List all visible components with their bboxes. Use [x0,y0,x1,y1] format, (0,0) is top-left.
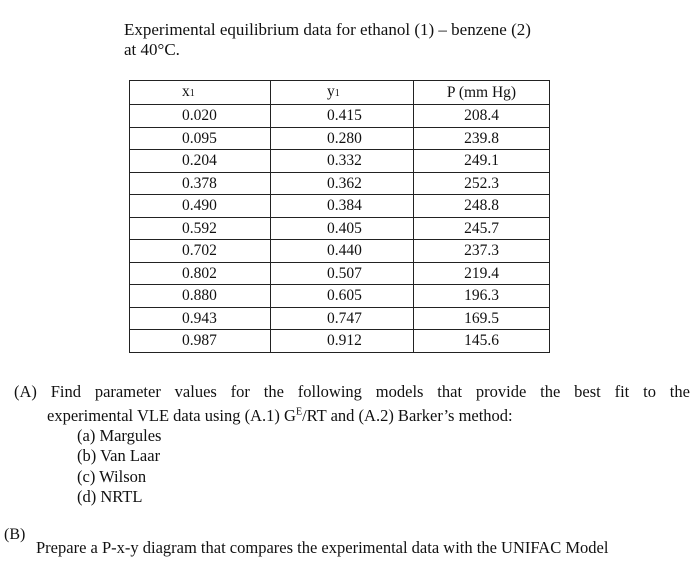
model-list [14,426,690,508]
part-a [14,382,690,508]
part-a-word: provide [475,382,527,401]
model-item-nrtl: (d) NRTL [77,487,143,506]
cell-pressure: 239.8 [414,127,550,150]
table-row [130,172,550,195]
title-line-1: Experimental equilibrium data for ethanol (1) – benzene (2) [124,20,531,39]
cell-y1: 0.507 [271,262,414,285]
cell-x1: 0.943 [130,307,271,330]
cell-x1: 0.592 [130,217,271,240]
part-a-word: the [540,382,561,401]
cell-x1: 0.987 [130,330,271,353]
table-body [130,105,550,353]
table-row [130,240,550,263]
cell-y1: 0.912 [271,330,414,353]
header-x1: x1 [130,81,271,105]
cell-y1: 0.747 [271,307,414,330]
cell-x1: 0.880 [130,285,271,308]
cell-pressure: 208.4 [414,105,550,128]
part-a-word: for [230,382,250,401]
cell-x1: 0.702 [130,240,271,263]
part-a-word: parameter [94,382,161,401]
part-a-word: fit [614,382,630,401]
cell-x1: 0.490 [130,195,271,218]
model-item-wilson: (c) Wilson [77,466,147,486]
cell-x1: 0.802 [130,262,271,285]
model-item-margules: (a) Margules [77,425,162,445]
cell-pressure: 248.8 [414,195,550,218]
cell-y1: 0.332 [271,150,414,173]
part-a-word: models [375,382,424,401]
cell-y1: 0.440 [271,240,414,263]
cell-y1: 0.384 [271,195,414,218]
cell-x1: 0.095 [130,127,271,150]
part-a-word: following [297,382,362,401]
cell-pressure: 245.7 [414,217,550,240]
part-a-word: to [643,382,656,401]
table-row [130,195,550,218]
cell-x1: 0.020 [130,105,271,128]
table-row [130,307,550,330]
cell-y1: 0.415 [271,105,414,128]
table-row [130,105,550,128]
part-a-word: best [574,382,601,401]
model-item-van-laar: (b) Van Laar [77,446,161,465]
title-line-2: at 40°C. [124,40,180,59]
part-b-label: (B) [4,526,26,543]
table-row [130,285,550,308]
table-row [130,330,550,353]
cell-pressure: 252.3 [414,172,550,195]
cell-x1: 0.378 [130,172,271,195]
part-b-text: Prepare a P-x-y diagram that compares the experimental data with the UNIFAC Model [36,538,609,557]
table-header-row [130,81,550,105]
table-row [130,150,550,173]
cell-y1: 0.362 [271,172,414,195]
vle-data-table [129,80,550,353]
part-a-line-2-text: experimental VLE data using (A.1) $G^E/RT$ and (A.2) Barker’s method: [47,405,513,425]
cell-pressure: 249.1 [414,150,550,173]
part-a-word: values [174,382,217,401]
cell-pressure: 169.5 [414,307,550,330]
header-y1: y1 [271,81,414,105]
cell-pressure: 219.4 [414,262,550,285]
part-a-word: the [669,382,690,401]
cell-y1: 0.405 [271,217,414,240]
part-a-line-1 [14,382,690,402]
part-a-word: the [263,382,284,401]
problem-title [124,20,644,60]
part-a-line-2 [14,402,690,426]
part-a-word: (A) [14,382,37,401]
header-pressure: P (mm Hg) [414,81,550,105]
cell-pressure: 145.6 [414,330,550,353]
table-row [130,262,550,285]
table-row [130,127,550,150]
part-a-word: Find [50,382,82,401]
cell-pressure: 196.3 [414,285,550,308]
cell-pressure: 237.3 [414,240,550,263]
cell-y1: 0.280 [271,127,414,150]
cell-x1: 0.204 [130,150,271,173]
cell-y1: 0.605 [271,285,414,308]
part-a-word: that [437,382,463,401]
table-row [130,217,550,240]
